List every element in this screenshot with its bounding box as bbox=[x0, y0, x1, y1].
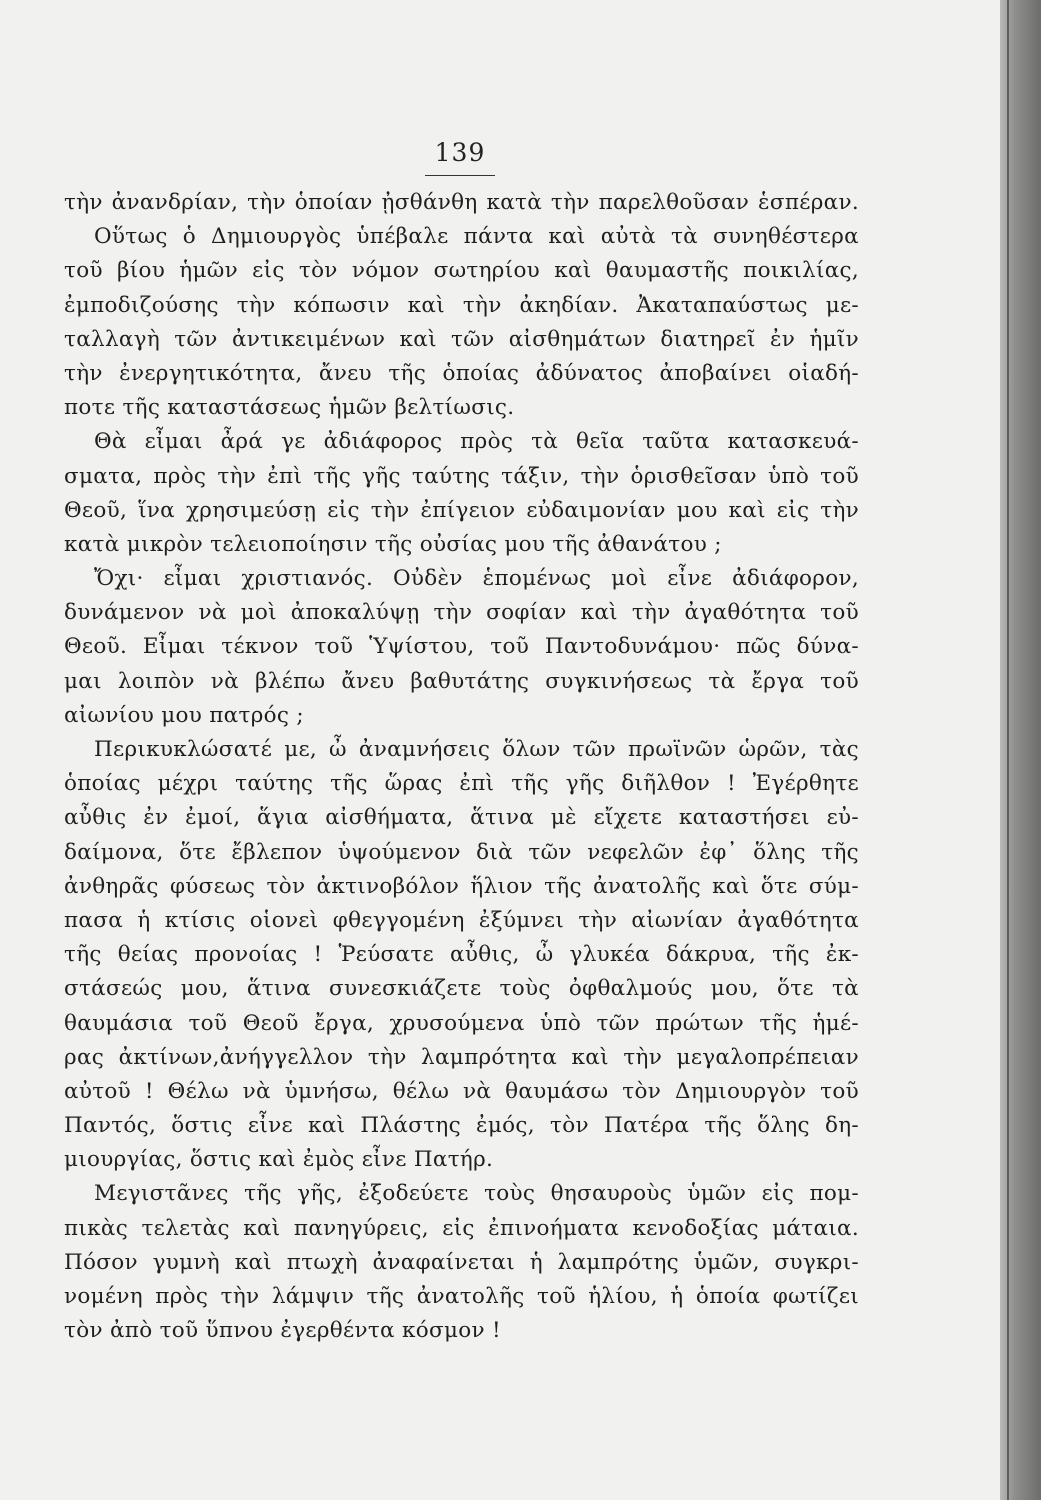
text-line: ἐμποδιζούσης τὴν κόπωσιν καὶ τὴν ἀκηδίαν. Ἀκαταπαύστως με- bbox=[64, 292, 859, 318]
text-line: Παντός, ὅστις εἶνε καὶ Πλάστης ἐμός, τὸν Πατέρα τῆς ὅλης δη- bbox=[64, 1113, 859, 1139]
text-line: αὖθις ἐν ἐμοί, ἅγια αἰσθήματα, ἅτινα μὲ εἴχετε καταστήσει εὐ- bbox=[64, 805, 859, 831]
text-line: ὁποίας μέχρι ταύτης τῆς ὥρας ἐπὶ τῆς γῆς διῆλθον ! Ἐγέρθητε bbox=[64, 771, 859, 797]
text-line: τὴν ἀνανδρίαν, τὴν ὁποίαν ᾐσθάνθη κατὰ τὴν παρελθοῦσαν ἑσπέραν. bbox=[64, 190, 859, 215]
text-line: στάσεώς μου, ἅτινα συνεσκιάζετε τοὺς ὀφθαλμούς μου, ὅτε τὰ bbox=[64, 976, 859, 1002]
text-line: τοῦ βίου ἡμῶν εἰς τὸν νόμον σωτηρίου καὶ θαυμαστῆς ποικιλίας, bbox=[64, 258, 859, 284]
body-text bbox=[64, 186, 859, 1348]
text-line: ἀνθηρᾶς φύσεως τὸν ἀκτινοβόλον ἥλιον τῆς ἀνατολῆς καὶ ὅτε σύμ- bbox=[64, 873, 859, 899]
text-line: Θεοῦ, ἵνα χρησιμεύσῃ εἰς τὴν ἐπίγειον εὐδαιμονίαν μου καὶ εἰς τὴν bbox=[64, 497, 859, 523]
text-line: ταλλαγὴ τῶν ἀντικειμένων καὶ τῶν αἰσθημάτων διατηρεῖ ἐν ἡμῖν bbox=[64, 326, 859, 352]
text-line: μαι λοιπὸν νὰ βλέπω ἄνευ βαθυτάτης συγκινήσεως τὰ ἔργα τοῦ bbox=[64, 668, 859, 694]
text-line: Θεοῦ. Εἶμαι τέκνον τοῦ Ὑψίστου, τοῦ Παντοδυνάμου· πῶς δύνα- bbox=[64, 634, 859, 660]
text-line: δυνάμενον νὰ μοὶ ἀποκαλύψῃ τὴν σοφίαν καὶ τὴν ἀγαθότητα τοῦ bbox=[64, 600, 859, 626]
text-line: Ὄχι· εἶμαι χριστιανός. Οὐδὲν ἑπομένως μοὶ εἶνε ἀδιάφορον, bbox=[94, 566, 859, 592]
text-line: ρας ἀκτίνων,ἀνήγγελλον τὴν λαμπρότητα καὶ τὴν μεγαλοπρέπειαν bbox=[64, 1044, 859, 1070]
text-line: τῆς θείας προνοίας ! Ῥεύσατε αὖθις, ὦ γλυκέα δάκρυα, τῆς ἐκ- bbox=[64, 942, 859, 968]
text-line: θαυμάσια τοῦ Θεοῦ ἔργα, χρυσούμενα ὑπὸ τῶν πρώτων τῆς ἡμέ- bbox=[64, 1010, 859, 1036]
text-line: δαίμονα, ὅτε ἔβλεπον ὑψούμενον διὰ τῶν νεφελῶν ἐφ᾽ ὅλης τῆς bbox=[64, 839, 859, 865]
text-line: Πόσον γυμνὴ καὶ πτωχὴ ἀναφαίνεται ἡ λαμπρότης ὑμῶν, συγκρι- bbox=[64, 1249, 859, 1275]
text-line: Οὕτως ὁ Δημιουργὸς ὑπέβαλε πάντα καὶ αὐτὰ τὰ συνηθέστερα bbox=[94, 224, 859, 250]
text-line: πασα ἡ κτίσις οἱονεὶ φθεγγομένη ἐξύμνει τὴν αἰωνίαν ἀγαθότητα bbox=[64, 907, 859, 933]
page-edge-line bbox=[1007, 0, 1009, 1500]
text-line: κατὰ μικρὸν τελειοποίησιν τῆς οὐσίας μου τῆς ἀθανάτου ; bbox=[64, 531, 722, 557]
text-line: μιουργίας, ὅστις καὶ ἐμὸς εἶνε Πατήρ. bbox=[64, 1147, 494, 1173]
text-line: ποτε τῆς καταστάσεως ἡμῶν βελτίωσις. bbox=[64, 395, 515, 421]
text-line: σματα, πρὸς τὴν ἐπὶ τῆς γῆς ταύτης τάξιν, τὴν ὁρισθεῖσαν ὑπὸ τοῦ bbox=[64, 463, 859, 489]
text-line: αἰωνίου μου πατρός ; bbox=[64, 702, 304, 728]
page-number: 139 bbox=[434, 138, 486, 167]
text-line: Θὰ εἶμαι ἆρά γε ἀδιάφορος πρὸς τὰ θεῖα ταῦτα κατασκευά- bbox=[94, 429, 859, 455]
page-number-rule bbox=[425, 175, 495, 176]
text-line: πικὰς τελετὰς καὶ πανηγύρεις, εἰς ἐπινοήματα κενοδοξίας μάταια. bbox=[64, 1215, 859, 1241]
text-line: Περικυκλώσατέ με, ὦ ἀναμνήσεις ὅλων τῶν πρωϊνῶν ὡρῶν, τὰς bbox=[94, 737, 859, 762]
text-line: Μεγιστᾶνες τῆς γῆς, ἐξοδεύετε τοὺς θησαυροὺς ὑμῶν εἰς πομ- bbox=[94, 1181, 859, 1207]
text-line: τὸν ἀπὸ τοῦ ὕπνου ἐγερθέντα κόσμον ! bbox=[64, 1318, 501, 1344]
text-line: τὴν ἐνεργητικότητα, ἄνευ τῆς ὁποίας ἀδύνατος ἀποβαίνει οἱαδή- bbox=[64, 360, 859, 386]
text-line: αὐτοῦ ! Θέλω νὰ ὑμνήσω, θέλω νὰ θαυμάσω τὸν Δημιουργὸν τοῦ bbox=[64, 1078, 859, 1104]
text-line: νομένη πρὸς τὴν λάμψιν τῆς ἀνατολῆς τοῦ ἡλίου, ἡ ὁποία φωτίζει bbox=[64, 1284, 859, 1309]
